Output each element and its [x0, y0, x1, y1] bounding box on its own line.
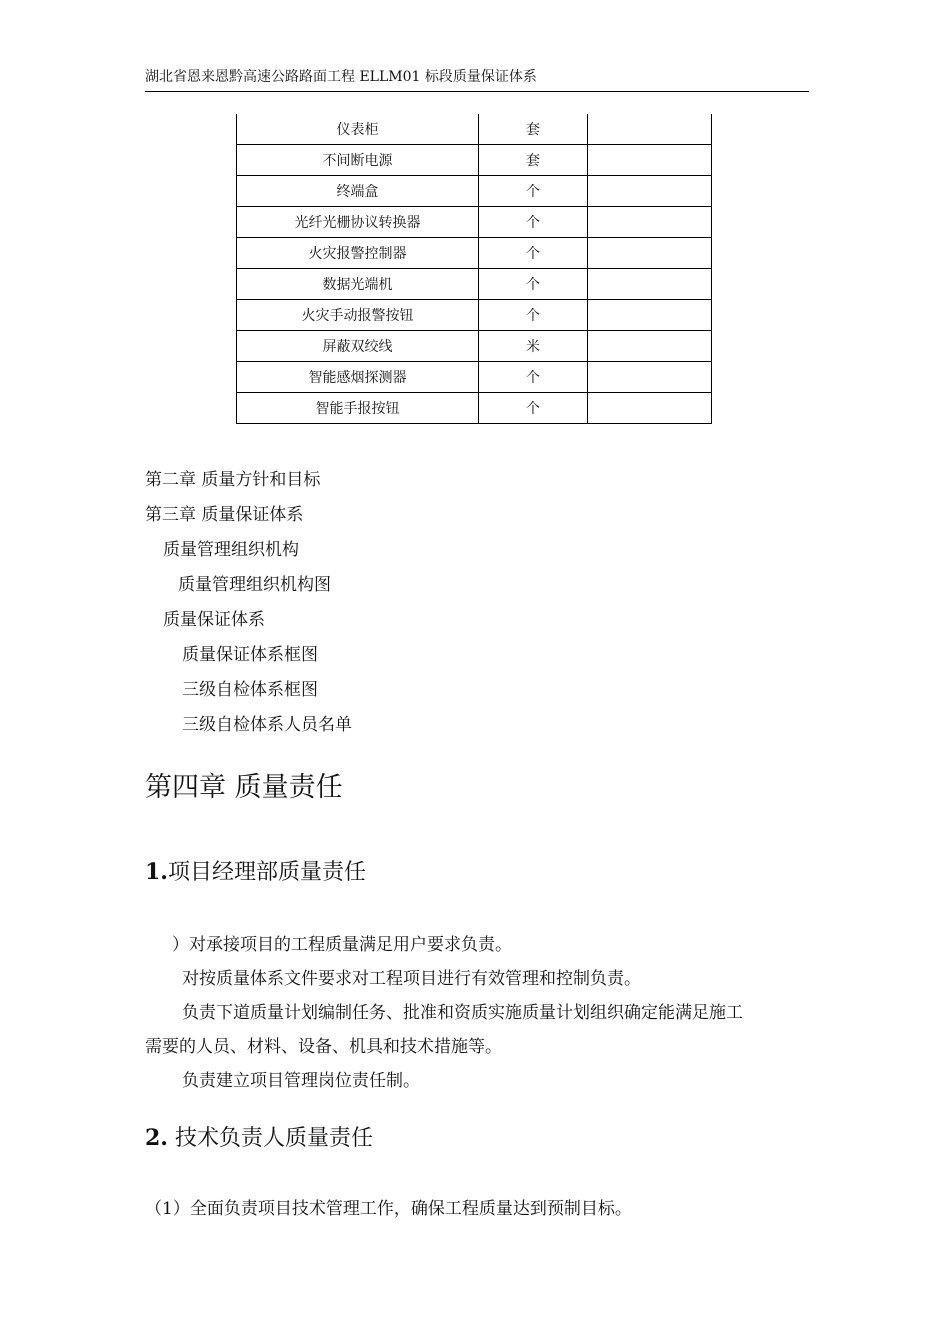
item-unit: 套 [479, 114, 588, 145]
table-row [237, 269, 712, 300]
item-name: 终端盒 [237, 176, 479, 207]
toc-quality-assurance: 质量保证体系 [163, 610, 265, 630]
paragraph: 负责建立项目管理岗位责任制。 [182, 1071, 420, 1091]
item-qty [588, 393, 712, 424]
item-qty [588, 362, 712, 393]
paragraph: （1）全面负责项目技术管理工作，确保工程质量达到预制目标。 [145, 1199, 632, 1219]
toc-qa-framework-chart: 质量保证体系框图 [182, 645, 318, 665]
section-1-number: 1. [145, 859, 168, 885]
section-1-body [145, 928, 809, 1098]
section-2-heading [145, 1122, 373, 1155]
toc-self-check-roster: 三级自检体系人员名单 [182, 715, 352, 735]
section-2-title: 技术负责人质量责任 [167, 1126, 373, 1151]
toc-quality-org: 质量管理组织机构 [163, 540, 299, 560]
paragraph: ）对承接项目的工程质量满足用户要求负责。 [172, 935, 512, 955]
item-name: 智能手报按钮 [237, 393, 479, 424]
section-2-number: 2. [145, 1125, 168, 1151]
chapter-4-title: 第四章 质量责任 [145, 772, 343, 803]
item-qty [588, 145, 712, 176]
table-row [237, 331, 712, 362]
table-row [237, 114, 712, 145]
item-qty [588, 269, 712, 300]
item-name: 不间断电源 [237, 145, 479, 176]
header-rule [145, 91, 809, 92]
item-unit: 个 [479, 207, 588, 238]
item-unit: 套 [479, 145, 588, 176]
section-2-body [145, 1192, 809, 1226]
item-qty [588, 300, 712, 331]
table-row [237, 393, 712, 424]
item-name: 火灾手动报警按钮 [237, 300, 479, 331]
section-1-heading [145, 856, 366, 889]
page-header: 湖北省恩来恩黔高速公路路面工程 ELLM01 标段质量保证体系 [145, 69, 537, 85]
item-name: 仪表柜 [237, 114, 479, 145]
item-unit: 个 [479, 176, 588, 207]
section-1-title: 项目经理部质量责任 [167, 860, 366, 885]
toc-chapter-3: 第三章 质量保证体系 [145, 505, 304, 525]
paragraph: 需要的人员、材料、设备、机具和技术措施等。 [145, 1037, 502, 1057]
item-qty [588, 114, 712, 145]
toc-self-check-chart: 三级自检体系框图 [182, 680, 318, 700]
item-name: 数据光端机 [237, 269, 479, 300]
item-qty [588, 331, 712, 362]
table-row [237, 207, 712, 238]
item-qty [588, 238, 712, 269]
table-row [237, 300, 712, 331]
item-name: 光纤光栅协议转换器 [237, 207, 479, 238]
toc-chapter-2: 第二章 质量方针和目标 [145, 470, 321, 490]
table-of-contents [145, 463, 352, 743]
table-row [237, 362, 712, 393]
item-unit: 个 [479, 300, 588, 331]
item-unit: 米 [479, 331, 588, 362]
item-unit: 个 [479, 238, 588, 269]
item-qty [588, 207, 712, 238]
item-unit: 个 [479, 269, 588, 300]
item-unit: 个 [479, 393, 588, 424]
item-name: 屏蔽双绞线 [237, 331, 479, 362]
table-row [237, 238, 712, 269]
paragraph: 负责下道质量计划编制任务、批准和资质实施质量计划组织确定能满足施工 [182, 1003, 743, 1023]
paragraph: 对按质量体系文件要求对工程项目进行有效管理和控制负责。 [182, 969, 641, 989]
item-name: 火灾报警控制器 [237, 238, 479, 269]
item-qty [588, 176, 712, 207]
toc-quality-org-chart: 质量管理组织机构图 [178, 575, 331, 595]
equipment-table [236, 114, 712, 424]
item-unit: 个 [479, 362, 588, 393]
item-name: 智能感烟探测器 [237, 362, 479, 393]
table-row [237, 145, 712, 176]
table-row [237, 176, 712, 207]
